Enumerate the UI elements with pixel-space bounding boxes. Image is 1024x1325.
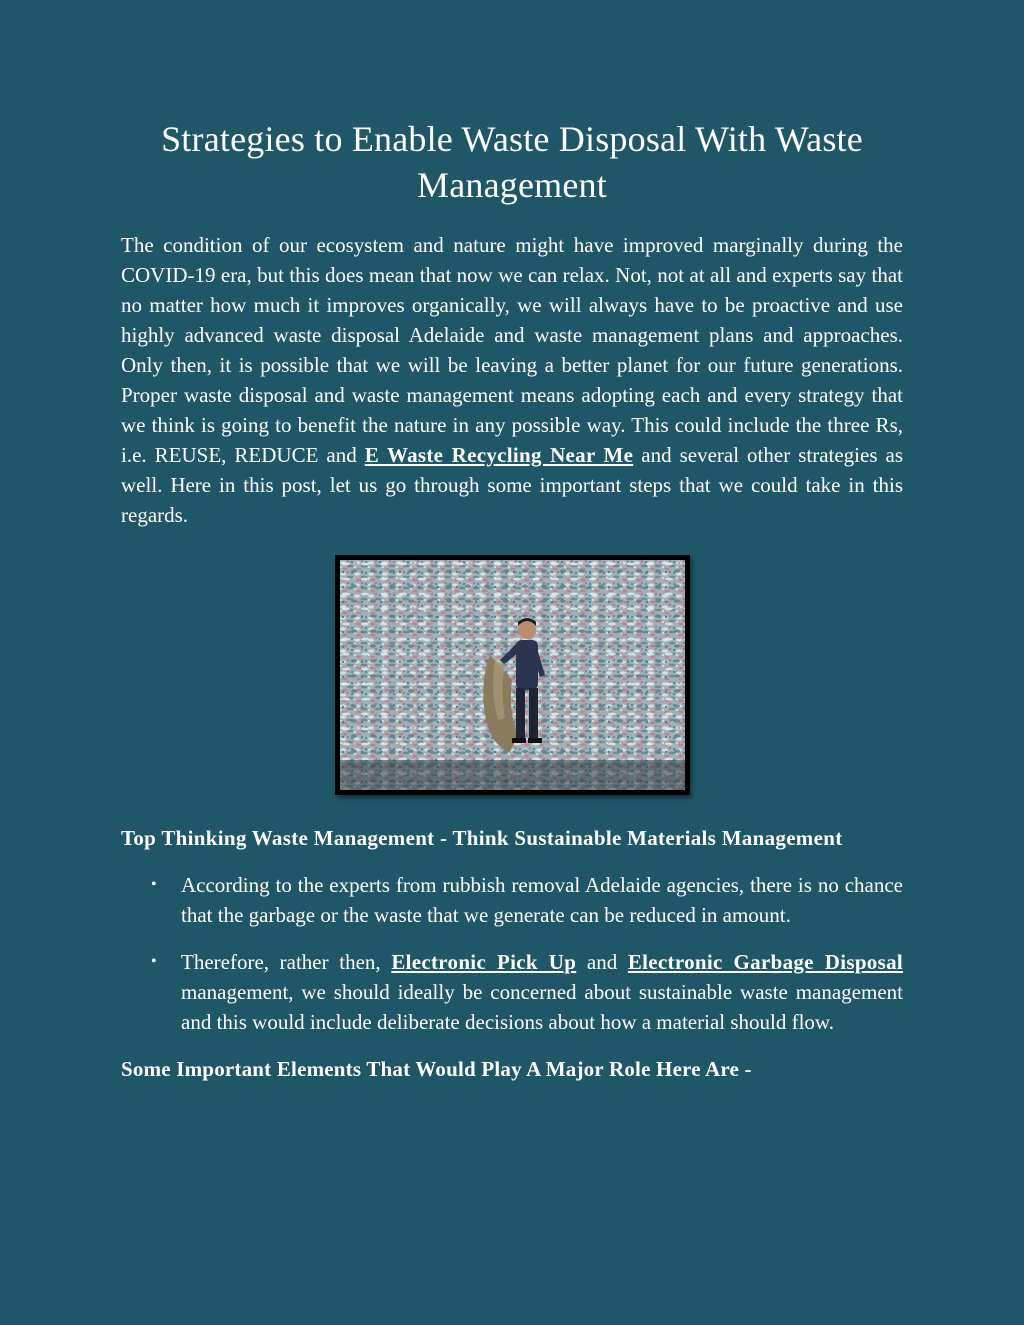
list-item [121,870,903,930]
photo-man-sorting-plastic-bottles-icon [340,560,685,790]
bullet-icon: • [151,876,157,893]
electronic-pick-up-link[interactable]: Electronic Pick Up [391,950,577,974]
e-waste-recycling-link[interactable]: E Waste Recycling Near Me [364,443,634,467]
bullet-text-part1: Therefore, rather then, [181,950,392,974]
electronic-garbage-disposal-link[interactable]: Electronic Garbage Disposal [627,950,903,974]
figure-frame [335,555,690,795]
intro-paragraph [121,230,903,530]
list-item [121,947,903,1037]
section-heading: Top Thinking Waste Management - Think Sustainable Materials Management [121,826,843,850]
bullet-icon: • [151,953,157,970]
intro-text-part2: and several other strategies as well. Here in this post, let us go through some important steps that we could take in this regards. [121,443,904,527]
intro-text-part1: The condition of our ecosystem and nature might have improved marginally during the COVID-19 era, but this does mean that now we can relax. Not, not at all and experts say that no matter how much it improves organically, we will always have to be proactive and use highly advanced waste disposal Adelaide and waste management plans and approaches. Only then, it is possible that we will be leaving a better planet for our future generations. Proper waste disposal and waste management means adopting each and every strategy that we think is going to benefit the nature in any possible way. This could include the three Rs, i.e. REUSE, REDUCE and [121,233,903,467]
closing-heading: Some Important Elements That Would Play A Major Role Here Are - [121,1057,752,1081]
page-title: Strategies to Enable Waste Disposal With Waste Management [161,119,863,205]
bullet-text: According to the experts from rubbish removal Adelaide agencies, there is no chance that the garbage or the waste that we generate can be reduced in amount. [181,873,903,927]
document-page [121,116,903,1084]
bullet-text-mid: and [576,950,628,974]
bullet-text-part2: management, we should ideally be concerned about sustainable waste management and this would include deliberate decisions about how a material should flow. [181,980,903,1034]
bullet-list [121,870,903,1037]
